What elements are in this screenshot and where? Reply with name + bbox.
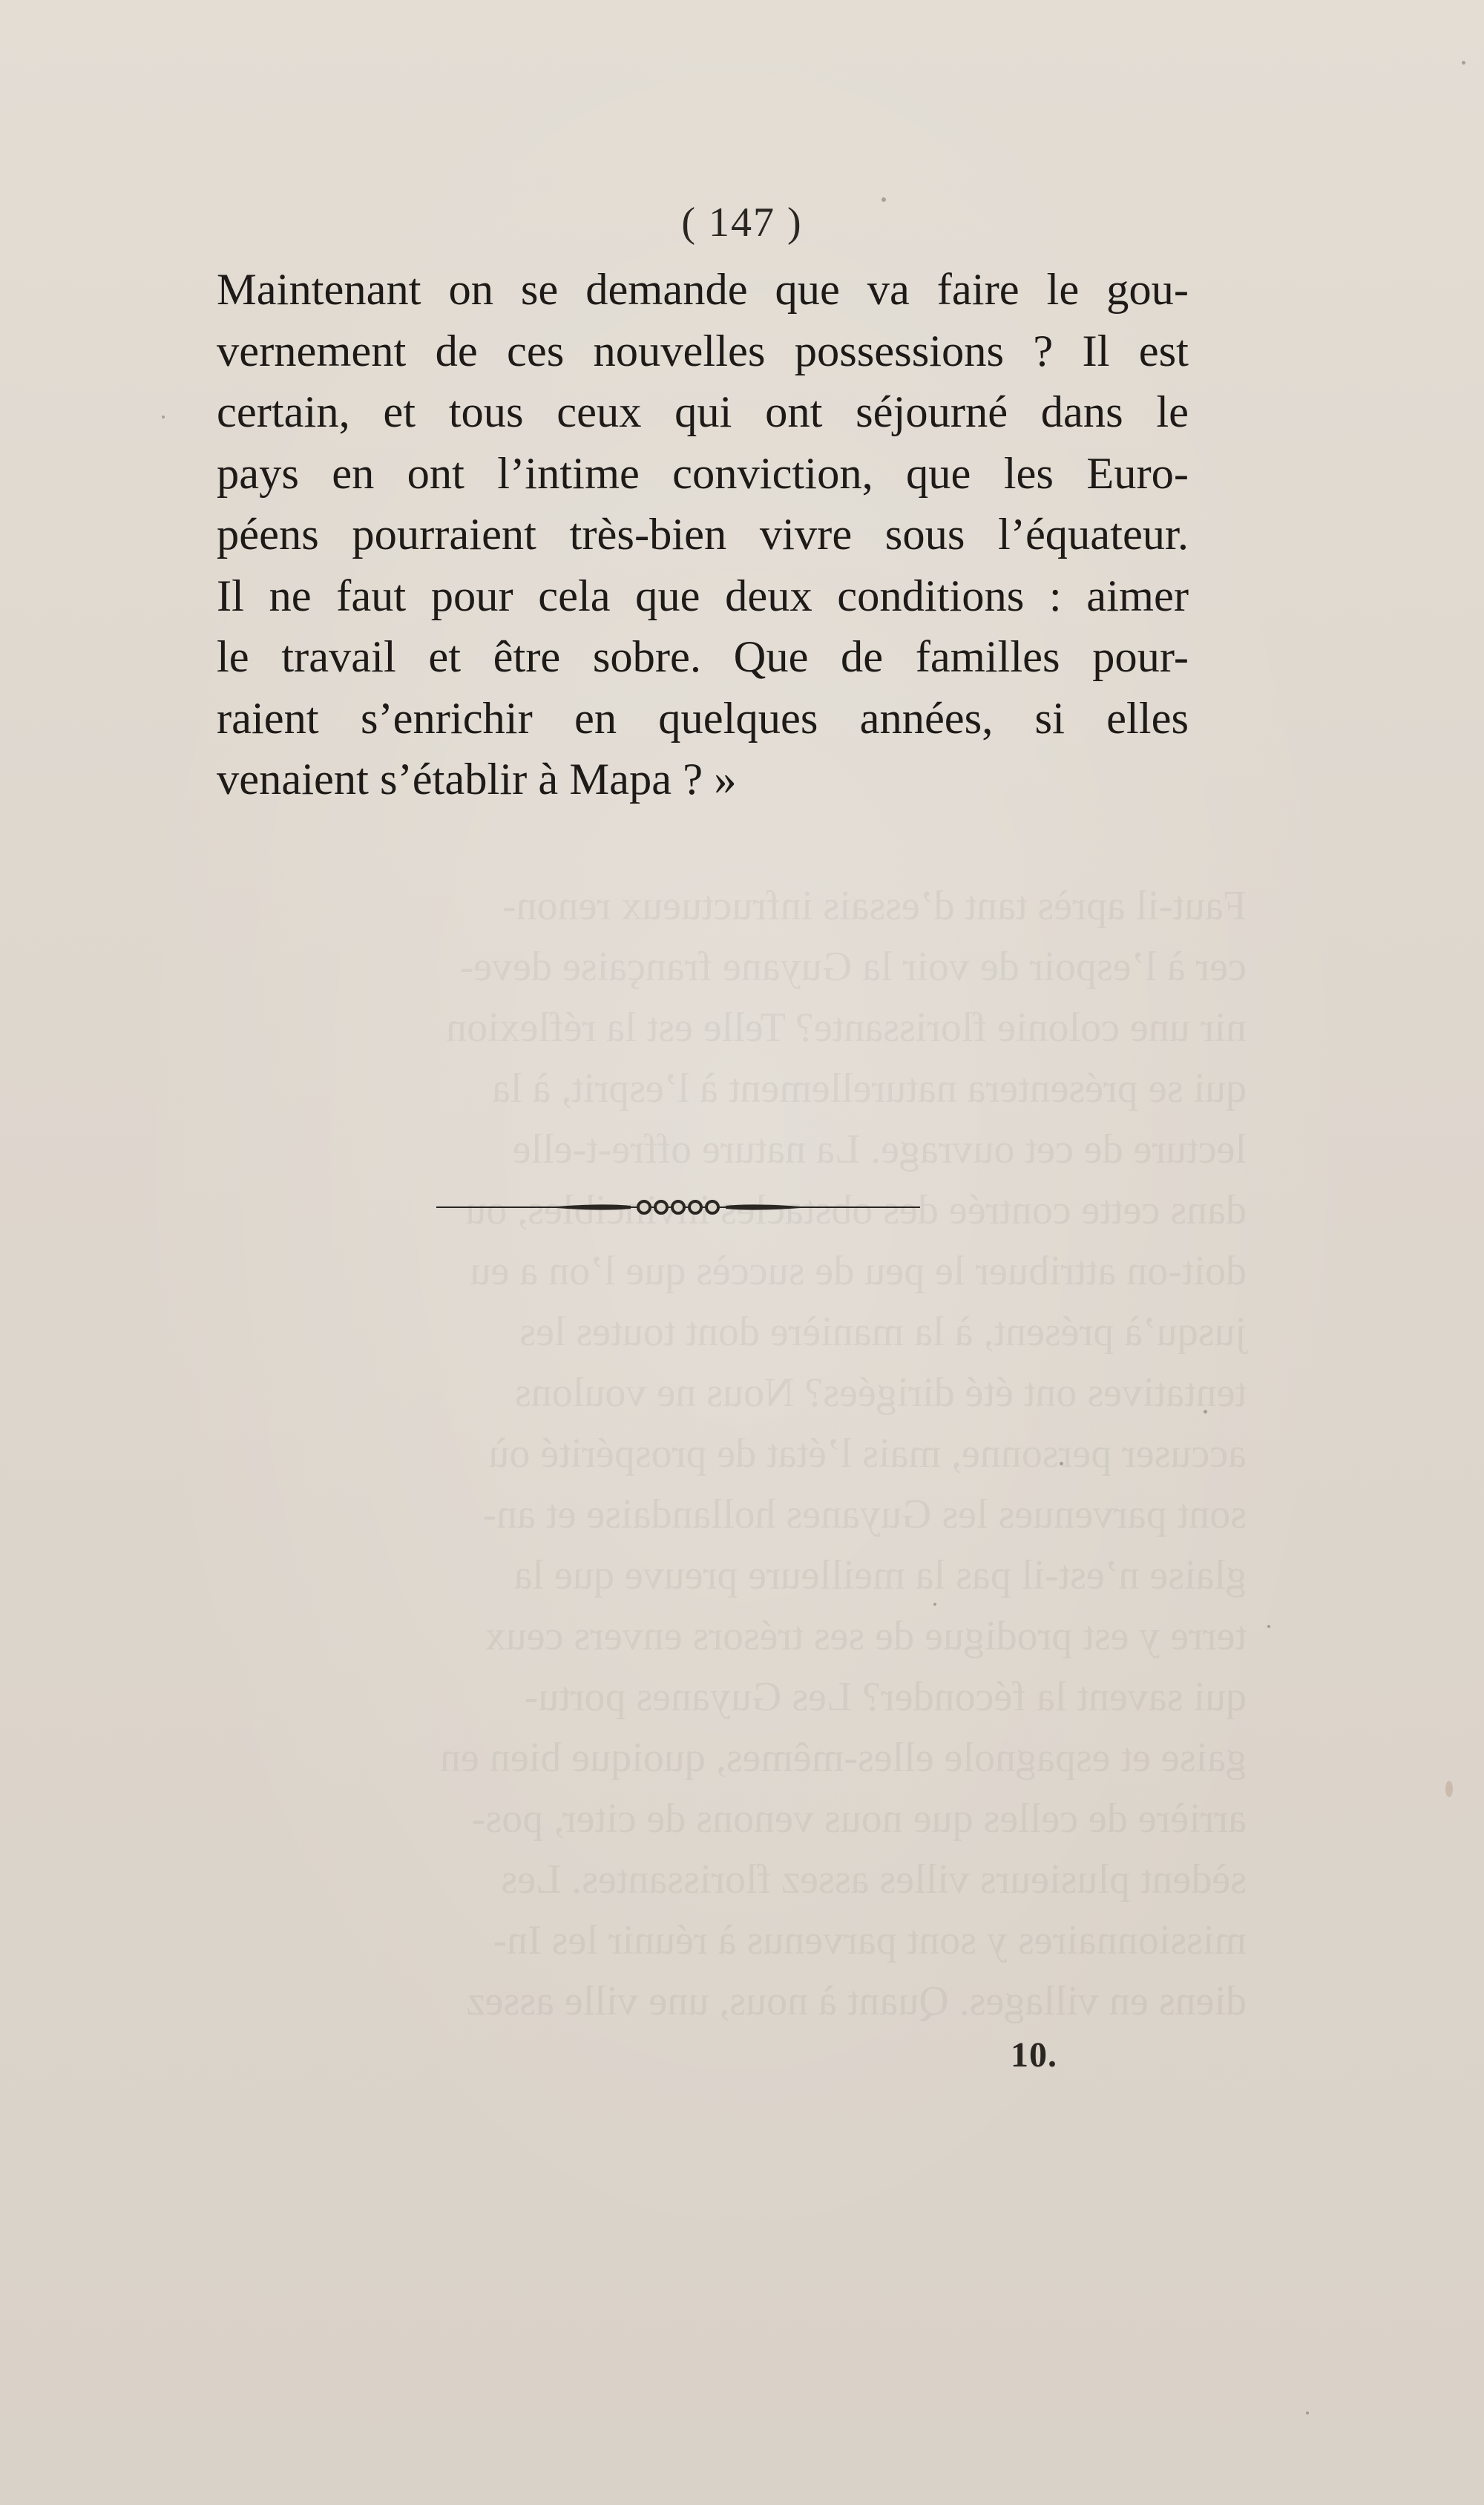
signature-mark: 10. [1011,2035,1057,2075]
paper-speck [1306,2412,1309,2414]
text-line: certain, et tous ceux qui ont séjourné dans le [217,387,1189,437]
text-line: vernement de ces nouvelles possessions ? Il est [217,326,1189,376]
paper-speck [162,416,165,418]
text-line: le travail et être sobre. Que de familles pour- [217,632,1189,682]
paper-speck [1060,1462,1063,1465]
paper-speck [881,197,886,202]
text-line: venaient s’établir à Mapa ? » [217,755,737,804]
paper-speck [1267,1625,1270,1628]
text-line: raient s’enrichir en quelques années, si elles [217,693,1189,743]
section-divider-ornament [436,1196,920,1218]
show-through-text: Faut-il après tant d’essais infructueux renon- cer à l’espoir de voir la Guyane française deve- nir une colonie florissante? Telle est la réflexion qui se présentera naturellement à l’esprit, à la lecture de cet ouvrage. La nature offre-t-elle dans cette contrée des obstacles invincibles, ou doit-on attribuer le peu de succès que l’on a eu jusqu’à présent, à la manière dont toutes les tentatives ont été dirigées? Nous ne voulons accuser personne, mais l’état de prospérité où sont parvenues les Guyanes hollandaise et an- glaise n’est-il pas la meilleure preuve que la terre y est prodigue de ses trésors envers ceux qui savent la féconder? Les Guyanes portu- gaise et espagnole elles-mêmes, quoique bien en arrière de celles que nous venons de citer, pos- sèdent plusieurs villes assez florissantes. Les missionnaires y sont parvenus à réunir les In- diens en villages. Quant à nous, une ville assez [440,883,1247,2024]
page-number: ( 147 ) [681,200,803,246]
text-line: Il ne faut pour cela que deux conditions : aimer [217,571,1189,621]
text-line: Maintenant on se demande que va faire le gou- [217,265,1189,315]
paper-speck [1204,1410,1207,1414]
paper-speck [1462,61,1465,65]
text-line: pays en ont l’intime conviction, que les Euro- [217,448,1189,499]
paper-speck [933,1603,936,1606]
paper-speck [1445,1781,1453,1797]
body-paragraph [217,260,1189,811]
text-line: péens pourraient très-bien vivre sous l’équateur. [217,510,1189,559]
